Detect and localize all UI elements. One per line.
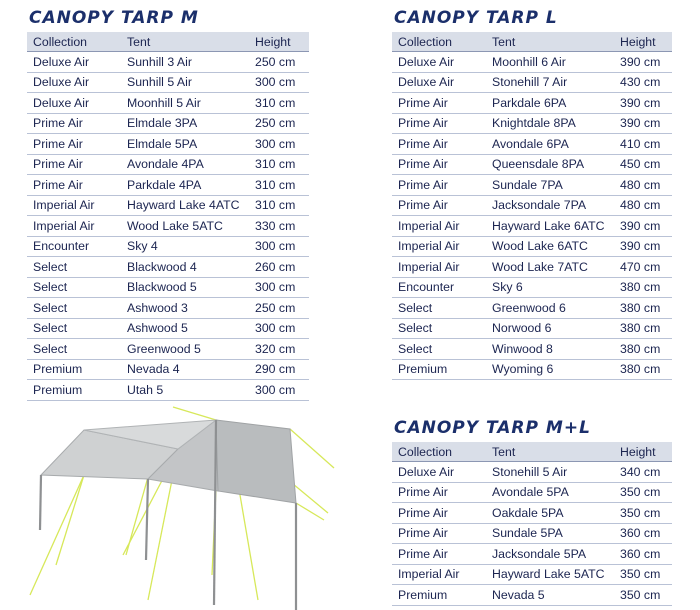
- cell-tent: Greenwood 5: [121, 339, 249, 360]
- cell-height: 300 cm: [249, 236, 309, 257]
- table-row: [27, 52, 309, 73]
- table-row: [392, 52, 672, 73]
- table-row: [27, 359, 309, 380]
- cell-tent: Ashwood 3: [121, 298, 249, 319]
- cell-collection: Imperial Air: [27, 216, 121, 237]
- cell-tent: Nevada 4: [121, 359, 249, 380]
- cell-height: 410 cm: [614, 134, 672, 155]
- cell-height: 250 cm: [249, 298, 309, 319]
- cell-collection: Prime Air: [392, 503, 486, 524]
- cell-height: 360 cm: [614, 544, 672, 565]
- cell-height: 470 cm: [614, 257, 672, 278]
- canopy-tarp-l-table: [392, 32, 672, 380]
- cell-tent: Moonhill 5 Air: [121, 93, 249, 114]
- column-header-height: Height: [614, 442, 672, 462]
- cell-collection: Prime Air: [392, 113, 486, 134]
- cell-height: 390 cm: [614, 236, 672, 257]
- table-row: [392, 339, 672, 360]
- cell-tent: Sky 4: [121, 236, 249, 257]
- cell-height: 380 cm: [614, 277, 672, 298]
- cell-height: 430 cm: [614, 72, 672, 93]
- cell-tent: Wood Lake 7ATC: [486, 257, 614, 278]
- cell-tent: Wood Lake 5ATC: [121, 216, 249, 237]
- cell-tent: Oakdale 5PA: [486, 503, 614, 524]
- table-row: [392, 523, 672, 544]
- table-row: [27, 134, 309, 155]
- cell-collection: Premium: [392, 585, 486, 606]
- table-row: [27, 257, 309, 278]
- table-header-row: [27, 32, 309, 52]
- cell-collection: Prime Air: [392, 175, 486, 196]
- cell-tent: Avondale 4PA: [121, 154, 249, 175]
- cell-tent: Greenwood 6: [486, 298, 614, 319]
- cell-tent: Winwood 8: [486, 339, 614, 360]
- cell-tent: Hayward Lake 5ATC: [486, 564, 614, 585]
- cell-collection: Prime Air: [392, 154, 486, 175]
- table-row: [27, 72, 309, 93]
- cell-tent: Sundale 5PA: [486, 523, 614, 544]
- cell-tent: Elmdale 5PA: [121, 134, 249, 155]
- cell-tent: Sunhill 5 Air: [121, 72, 249, 93]
- cell-tent: Jacksondale 7PA: [486, 195, 614, 216]
- cell-collection: Select: [392, 339, 486, 360]
- table-row: [27, 298, 309, 319]
- table-row: [392, 216, 672, 237]
- cell-collection: Deluxe Air: [392, 52, 486, 73]
- cell-height: 310 cm: [249, 93, 309, 114]
- cell-collection: Prime Air: [27, 154, 121, 175]
- table-row: [392, 175, 672, 196]
- cell-tent: Avondale 6PA: [486, 134, 614, 155]
- cell-collection: Encounter: [392, 277, 486, 298]
- cell-height: 380 cm: [614, 298, 672, 319]
- cell-height: 390 cm: [614, 216, 672, 237]
- table-row: [392, 503, 672, 524]
- cell-height: 310 cm: [249, 195, 309, 216]
- cell-tent: Stonehill 5 Air: [486, 462, 614, 483]
- cell-collection: Prime Air: [27, 134, 121, 155]
- table-row: [392, 482, 672, 503]
- cell-tent: Avondale 5PA: [486, 482, 614, 503]
- section-title: CANOPY TARP L: [394, 8, 558, 28]
- cell-height: 480 cm: [614, 175, 672, 196]
- cell-tent: Hayward Lake 6ATC: [486, 216, 614, 237]
- cell-height: 320 cm: [249, 339, 309, 360]
- cell-collection: Prime Air: [392, 523, 486, 544]
- cell-collection: Prime Air: [392, 195, 486, 216]
- column-header-height: Height: [614, 32, 672, 52]
- cell-collection: Deluxe Air: [392, 462, 486, 483]
- table-row: [392, 236, 672, 257]
- table-row: [27, 154, 309, 175]
- canopy-tarp-illustration: [28, 405, 338, 610]
- column-header-collection: Collection: [27, 32, 121, 52]
- cell-height: 300 cm: [249, 380, 309, 401]
- cell-tent: Jacksondale 5PA: [486, 544, 614, 565]
- cell-collection: Select: [27, 318, 121, 339]
- cell-collection: Encounter: [27, 236, 121, 257]
- table-row: [392, 359, 672, 380]
- cell-collection: Deluxe Air: [27, 52, 121, 73]
- cell-height: 380 cm: [614, 318, 672, 339]
- cell-tent: Blackwood 5: [121, 277, 249, 298]
- column-header-collection: Collection: [392, 442, 486, 462]
- table-row: [27, 113, 309, 134]
- cell-tent: Parkdale 6PA: [486, 93, 614, 114]
- cell-height: 380 cm: [614, 339, 672, 360]
- table-row: [27, 236, 309, 257]
- cell-tent: Norwood 6: [486, 318, 614, 339]
- cell-collection: Imperial Air: [392, 216, 486, 237]
- cell-collection: Select: [27, 257, 121, 278]
- cell-tent: Hayward Lake 4ATC: [121, 195, 249, 216]
- column-header-collection: Collection: [392, 32, 486, 52]
- cell-collection: Deluxe Air: [27, 72, 121, 93]
- cell-collection: Prime Air: [392, 544, 486, 565]
- table-row: [27, 339, 309, 360]
- cell-tent: Stonehill 7 Air: [486, 72, 614, 93]
- cell-collection: Imperial Air: [392, 257, 486, 278]
- table-row: [392, 195, 672, 216]
- table-row: [27, 195, 309, 216]
- table-row: [27, 93, 309, 114]
- section-title: CANOPY TARP M: [29, 8, 199, 28]
- cell-tent: Parkdale 4PA: [121, 175, 249, 196]
- cell-height: 300 cm: [249, 318, 309, 339]
- cell-tent: Queensdale 8PA: [486, 154, 614, 175]
- cell-tent: Blackwood 4: [121, 257, 249, 278]
- cell-height: 330 cm: [249, 216, 309, 237]
- cell-collection: Deluxe Air: [392, 72, 486, 93]
- cell-tent: Knightdale 8PA: [486, 113, 614, 134]
- cell-height: 250 cm: [249, 113, 309, 134]
- table-row: [392, 564, 672, 585]
- cell-collection: Prime Air: [392, 134, 486, 155]
- table-row: [392, 113, 672, 134]
- cell-collection: Premium: [27, 359, 121, 380]
- cell-height: 390 cm: [614, 93, 672, 114]
- table-row: [392, 93, 672, 114]
- cell-collection: Prime Air: [27, 113, 121, 134]
- cell-height: 350 cm: [614, 482, 672, 503]
- cell-tent: Elmdale 3PA: [121, 113, 249, 134]
- cell-height: 390 cm: [614, 113, 672, 134]
- cell-height: 340 cm: [614, 462, 672, 483]
- cell-collection: Imperial Air: [27, 195, 121, 216]
- canopy-tarp-ml-section: [392, 414, 672, 606]
- cell-height: 480 cm: [614, 195, 672, 216]
- column-header-tent: Tent: [486, 442, 614, 462]
- cell-height: 300 cm: [249, 277, 309, 298]
- canopy-tarp-m-table: [27, 32, 309, 401]
- cell-collection: Imperial Air: [392, 564, 486, 585]
- table-header-row: [392, 442, 672, 462]
- column-header-height: Height: [249, 32, 309, 52]
- table-header-row: [392, 32, 672, 52]
- cell-height: 350 cm: [614, 503, 672, 524]
- cell-collection: Imperial Air: [392, 236, 486, 257]
- canopy-tarp-m-section: [27, 4, 309, 401]
- cell-tent: Utah 5: [121, 380, 249, 401]
- table-row: [392, 318, 672, 339]
- table-row: [392, 72, 672, 93]
- cell-collection: Premium: [27, 380, 121, 401]
- cell-collection: Prime Air: [27, 175, 121, 196]
- cell-height: 260 cm: [249, 257, 309, 278]
- cell-height: 290 cm: [249, 359, 309, 380]
- table-row: [392, 585, 672, 606]
- cell-height: 310 cm: [249, 154, 309, 175]
- cell-tent: Nevada 5: [486, 585, 614, 606]
- cell-collection: Prime Air: [392, 93, 486, 114]
- cell-height: 380 cm: [614, 359, 672, 380]
- cell-collection: Select: [27, 277, 121, 298]
- cell-height: 350 cm: [614, 564, 672, 585]
- table-row: [392, 154, 672, 175]
- table-row: [27, 380, 309, 401]
- cell-height: 310 cm: [249, 175, 309, 196]
- cell-tent: Sundale 7PA: [486, 175, 614, 196]
- cell-height: 390 cm: [614, 52, 672, 73]
- cell-collection: Select: [27, 339, 121, 360]
- table-row: [392, 544, 672, 565]
- cell-height: 250 cm: [249, 52, 309, 73]
- cell-tent: Sky 6: [486, 277, 614, 298]
- cell-tent: Moonhill 6 Air: [486, 52, 614, 73]
- table-row: [27, 277, 309, 298]
- canopy-tarp-ml-table: [392, 442, 672, 606]
- table-row: [392, 462, 672, 483]
- cell-tent: Sunhill 3 Air: [121, 52, 249, 73]
- cell-collection: Select: [392, 298, 486, 319]
- cell-tent: Ashwood 5: [121, 318, 249, 339]
- column-header-tent: Tent: [121, 32, 249, 52]
- cell-collection: Select: [392, 318, 486, 339]
- cell-collection: Select: [27, 298, 121, 319]
- section-title: CANOPY TARP M+L: [394, 418, 591, 438]
- column-header-tent: Tent: [486, 32, 614, 52]
- cell-height: 300 cm: [249, 72, 309, 93]
- cell-collection: Premium: [392, 359, 486, 380]
- table-row: [392, 134, 672, 155]
- table-row: [392, 298, 672, 319]
- cell-tent: Wyoming 6: [486, 359, 614, 380]
- cell-height: 450 cm: [614, 154, 672, 175]
- cell-height: 350 cm: [614, 585, 672, 606]
- cell-height: 360 cm: [614, 523, 672, 544]
- table-row: [392, 257, 672, 278]
- cell-tent: Wood Lake 6ATC: [486, 236, 614, 257]
- cell-height: 300 cm: [249, 134, 309, 155]
- canopy-tarp-l-section: [392, 4, 672, 380]
- cell-collection: Deluxe Air: [27, 93, 121, 114]
- table-row: [27, 216, 309, 237]
- table-row: [27, 318, 309, 339]
- table-row: [392, 277, 672, 298]
- cell-collection: Prime Air: [392, 482, 486, 503]
- table-row: [27, 175, 309, 196]
